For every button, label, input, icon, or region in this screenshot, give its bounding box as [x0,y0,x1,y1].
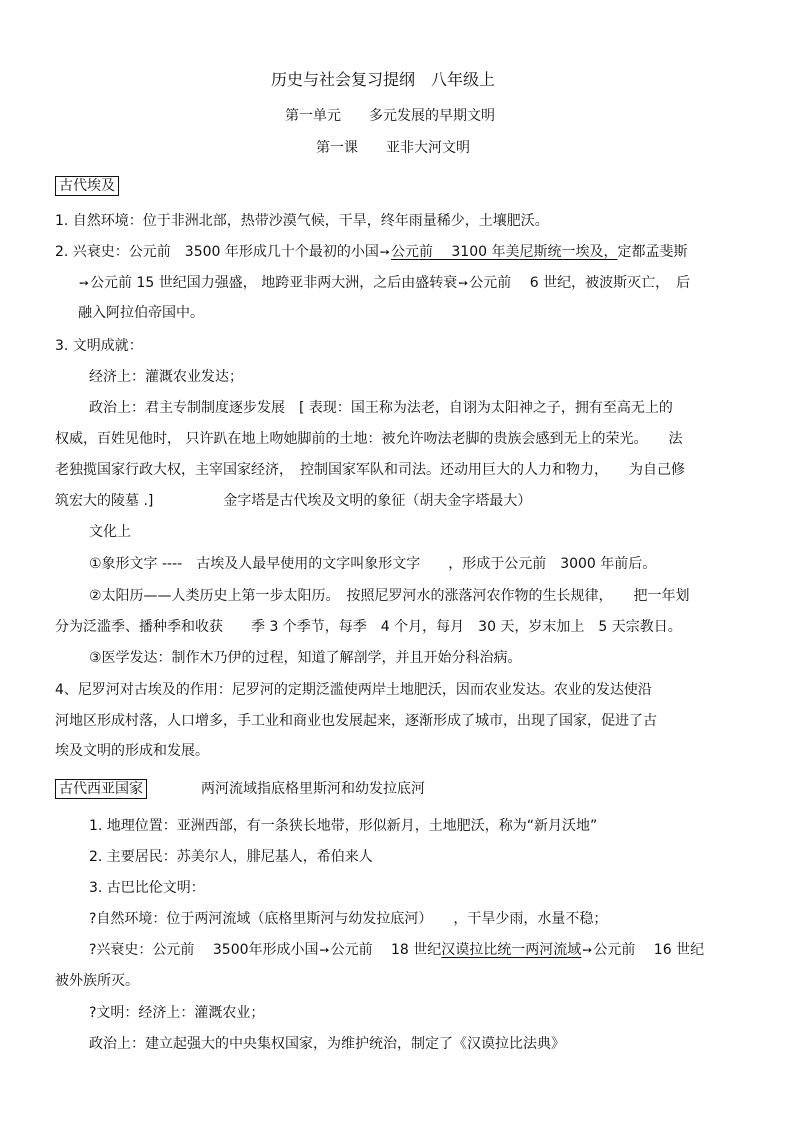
arrow-icon: ➙ [319,943,330,957]
arrow-icon: ➙ [458,276,469,290]
egypt-achievements: 3. 文明成就： [55,338,143,354]
egypt-history-line2 [78,273,690,293]
section-heading-westasia [55,779,147,799]
egypt-politics-4: 筑宏大的陵墓 .] 金字塔是古代埃及文明的象征（胡夫金字塔最大） [55,493,532,509]
arrow-icon: ➙ [379,245,390,259]
egypt-history-capital: 定都孟斐斯 [617,244,688,260]
egypt-history-line1 [55,242,687,262]
egypt-history-line3: 融入阿拉伯帝国中。 [78,305,204,321]
lesson-title: 第一课 亚非大河文明 [316,140,470,156]
egypt-environment: 1. 自然环境：位于非洲北部，热带沙漠气候，干旱，终年雨量稀少，土壤肥沃。 [55,213,549,229]
westasia-history-b: 公元前 18 世纪 [330,942,442,958]
westasia-history-d: 公元前 16 世纪 [593,942,705,958]
page-title: 历史与社会复习提纲 八年级上 [271,70,496,89]
arrow-icon: ➙ [79,276,90,290]
egypt-politics-2: 权威，百姓见他时， 只许趴在地上吻她脚前的土地：被允许吻法老脚的贵族会感到无上的荣光。 法 [55,431,683,447]
egypt-politics-1: 政治上：君主专制制度逐步发展 [ 表现：国王称为法老，自诩为太阳神之子，拥有至高无上的 [89,400,673,416]
egypt-economy: 经济上：灌溉农业发达； [89,369,243,385]
westasia-location: 1. 地理位置：亚洲西部，有一条狭长地带，形似新月，土地肥沃，称为“新月沃地” [89,818,598,834]
westasia-history-unify: 汉谟拉比统一两河流域 [441,942,582,958]
westasia-environment: ?自然环境：位于两河流域（底格里斯河与幼发拉底河） ，干旱少雨，水量不稳； [89,911,608,927]
egypt-heading-box: 古代埃及 [55,176,119,196]
egypt-culture: 文化上 [89,524,131,540]
westasia-politics: 政治上：建立起强大的中央集权国家，为维护统治，制定了《汉谟拉比法典》 [89,1036,565,1052]
egypt-culture-3: ③医学发达：制作木乃伊的过程，知道了解剖学，并且开始分科治病。 [89,650,522,666]
westasia-history-line1 [89,940,704,960]
egypt-nile-2: 河地区形成村落，人口增多，手工业和商业也发展起来，逐渐形成了城市，出现了国家，促进了古 [55,713,657,729]
egypt-politics-3: 老独揽国家行政大权，主宰国家经济， 控制国家军队和司法。还动用巨大的人力和物力， 为自己修 [55,462,685,478]
egypt-history-a: 2. 兴衰史：公元前 3500 年形成几十个最初的小国 [55,244,379,260]
westasia-history-line2: 被外族所灭。 [55,973,139,989]
egypt-history-e: 公元前 6 世纪，被波斯灭亡， 后 [469,275,691,291]
unit-title: 第一单元 多元发展的早期文明 [285,108,495,124]
section-heading-egypt [55,176,119,196]
westasia-heading-note: 两河流域指底格里斯河和幼发拉底河 [201,781,425,797]
egypt-culture-1: ①象形文字 ---- 古埃及人最早使用的文字叫象形文字 ，形成于公元前 3000 年前后。 [89,556,657,572]
westasia-history-a: ?兴衰史：公元前 3500年形成小国 [89,942,319,958]
egypt-nile-3: 埃及文明的形成和发展。 [55,743,209,759]
arrow-icon: ➙ [582,943,593,957]
westasia-civilization: ?文明：经济上：灌溉农业； [89,1005,265,1021]
egypt-history-d: 公元前 15 世纪国力强盛， 地跨亚非两大洲，之后由盛转衰 [90,275,458,291]
egypt-culture-2b: 分为泛滥季、播种季和收获 季 3 个季节，每季 4 个月，每月 30 天，岁末加上 5 天宗教日。 [55,619,682,635]
egypt-culture-2a: ②太阳历——人类历史上第一步太阳历。 按照尼罗河水的涨落河农作物的生长规律， 把一年划 [89,588,690,604]
egypt-history-unify: 公元前 3100 年美尼斯统一埃及， [390,244,618,260]
westasia-heading-box: 古代西亚国家 [55,779,147,799]
egypt-nile-1: 4、尼罗河对古埃及的作用：尼罗河的定期泛滥使两岸土地肥沃，因而农业发达。农业的发达使沿 [55,682,652,698]
westasia-babylon: 3. 古巴比伦文明： [89,880,205,896]
westasia-residents: 2. 主要居民：苏美尔人，腓尼基人，希伯来人 [89,849,373,865]
